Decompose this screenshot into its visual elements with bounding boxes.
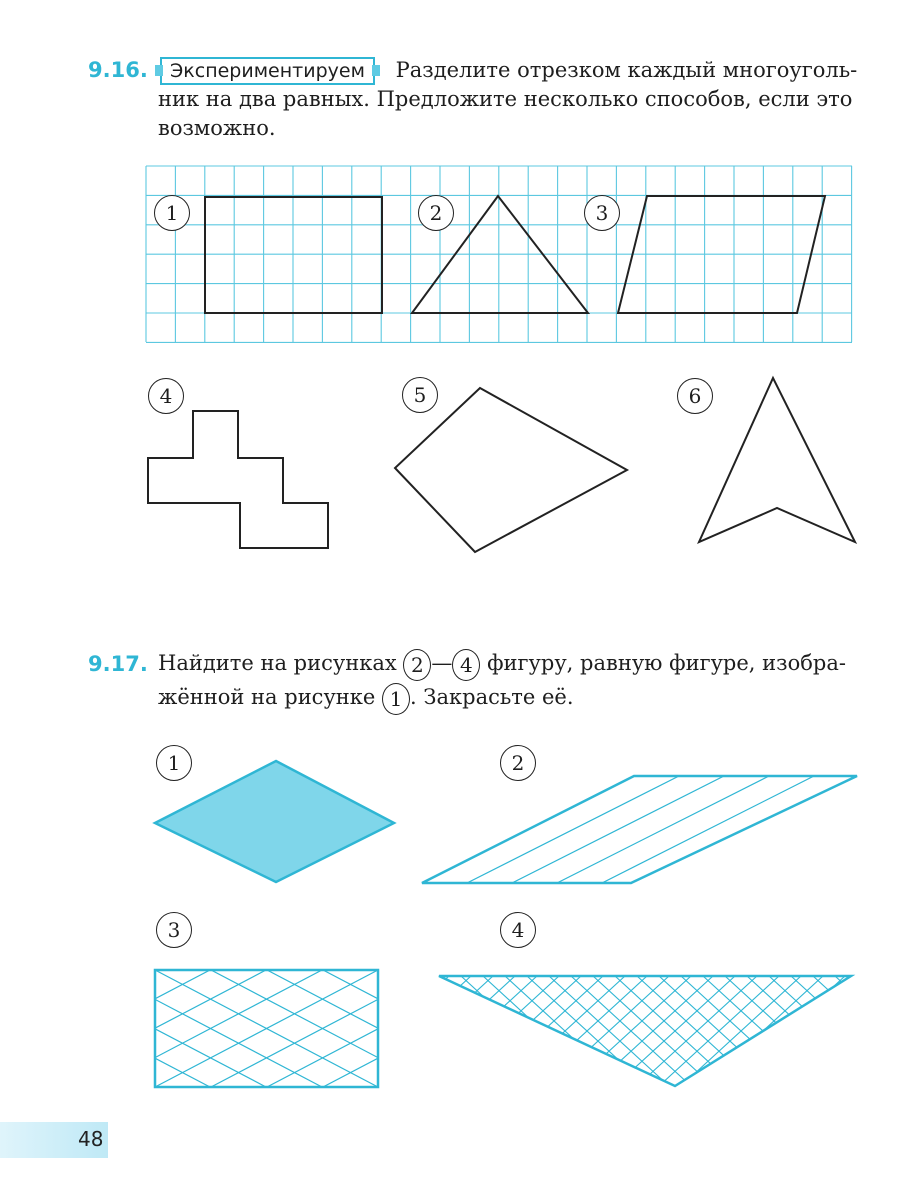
- shaded-rhombus-figure: [155, 761, 394, 882]
- hatch-line: [602, 776, 814, 883]
- hatch-line: [467, 776, 679, 883]
- range-dash: —: [431, 651, 453, 675]
- ref-figure-4: 4: [452, 649, 480, 681]
- figure-917-label-1: 1: [156, 745, 192, 781]
- hatch-line: [769, 976, 870, 1086]
- hatch-line: [140, 970, 154, 1087]
- hatch-line: [351, 976, 471, 1086]
- cross-polygon-figure: [148, 411, 328, 548]
- figure-label-4: 4: [148, 378, 184, 414]
- hatch-line: [769, 976, 870, 1086]
- hatch-line: [140, 970, 322, 1087]
- hatch-line: [140, 970, 322, 1087]
- hatch-line: [395, 976, 515, 1086]
- hatch-line: [835, 976, 870, 1086]
- hatch-line: [140, 970, 210, 1087]
- exercise-916-number: 9.16.: [88, 58, 148, 82]
- rectangle-hatch: [140, 970, 770, 1087]
- figures-4-6: [140, 370, 870, 560]
- hatched-parallelogram-figure: [422, 776, 857, 883]
- figure-label-6: 6: [677, 378, 713, 414]
- exercise-917-text-2a: жённой на рисунке: [158, 685, 376, 709]
- figure-label-2: 2: [418, 195, 454, 231]
- hatch-line: [725, 976, 845, 1086]
- ref-figure-1: 1: [382, 683, 410, 715]
- hatch-line: [140, 970, 210, 1087]
- hatch-line: [329, 976, 449, 1086]
- hatch-line: [813, 976, 870, 1086]
- hatch-line: [813, 976, 870, 1086]
- figure-label-5: 5: [402, 377, 438, 413]
- hatch-line: [791, 976, 870, 1086]
- quadrilateral-figure: [395, 388, 627, 552]
- exercise-917-number: 9.17.: [88, 652, 148, 676]
- grid-figures-1-3: [140, 160, 860, 345]
- hatch-line: [835, 976, 870, 1086]
- hatch-line: [791, 976, 870, 1086]
- exercise-917-text-1a: Найдите на рисунках: [158, 651, 397, 675]
- exercise-916-text-1: Разделите отрезком каждый многоуголь-: [395, 58, 858, 82]
- hatch-line: [857, 976, 870, 1086]
- exercise-916-line-3: возможно.: [158, 116, 276, 140]
- hatch-line: [512, 776, 724, 883]
- exercise-917-text-2b: . Закрасьте её.: [410, 685, 574, 709]
- experiment-tag: Экспериментируем: [160, 57, 375, 85]
- figure-917-label-4: 4: [500, 912, 536, 948]
- hatch-line: [647, 776, 859, 883]
- grid-lines: [146, 166, 852, 342]
- hatch-line: [439, 976, 559, 1086]
- hatch-line: [547, 970, 770, 1087]
- hatch-line: [857, 976, 870, 1086]
- arrowhead-figure: [699, 378, 855, 542]
- exercise-917-line-2: [158, 682, 574, 715]
- hatch-line: [140, 970, 266, 1087]
- exercise-916-line-1: [160, 55, 857, 86]
- figure-917-label-2: 2: [500, 745, 536, 781]
- figure-label-1: 1: [154, 195, 190, 231]
- figure-label-3: 3: [584, 195, 620, 231]
- hatch-line: [351, 976, 471, 1086]
- triangle-hatch: [263, 976, 870, 1086]
- exercise-917-text-1b: фигуру, равную фигуре, изобра-: [487, 651, 846, 675]
- exercise-916-line-2: ник на два равных. Предложите несколько способов, если это: [158, 87, 853, 111]
- page-number: 48: [78, 1127, 104, 1151]
- hatch-line: [547, 970, 770, 1087]
- hatch-line: [140, 970, 154, 1087]
- ref-figure-2: 2: [403, 649, 431, 681]
- hatch-line: [737, 776, 870, 883]
- hatch-line: [827, 776, 870, 883]
- hatch-line: [377, 776, 589, 883]
- figure-917-label-3: 3: [156, 912, 192, 948]
- hatch-line: [140, 970, 266, 1087]
- exercise-917-line-1: [158, 648, 846, 681]
- hatch-line: [329, 976, 449, 1086]
